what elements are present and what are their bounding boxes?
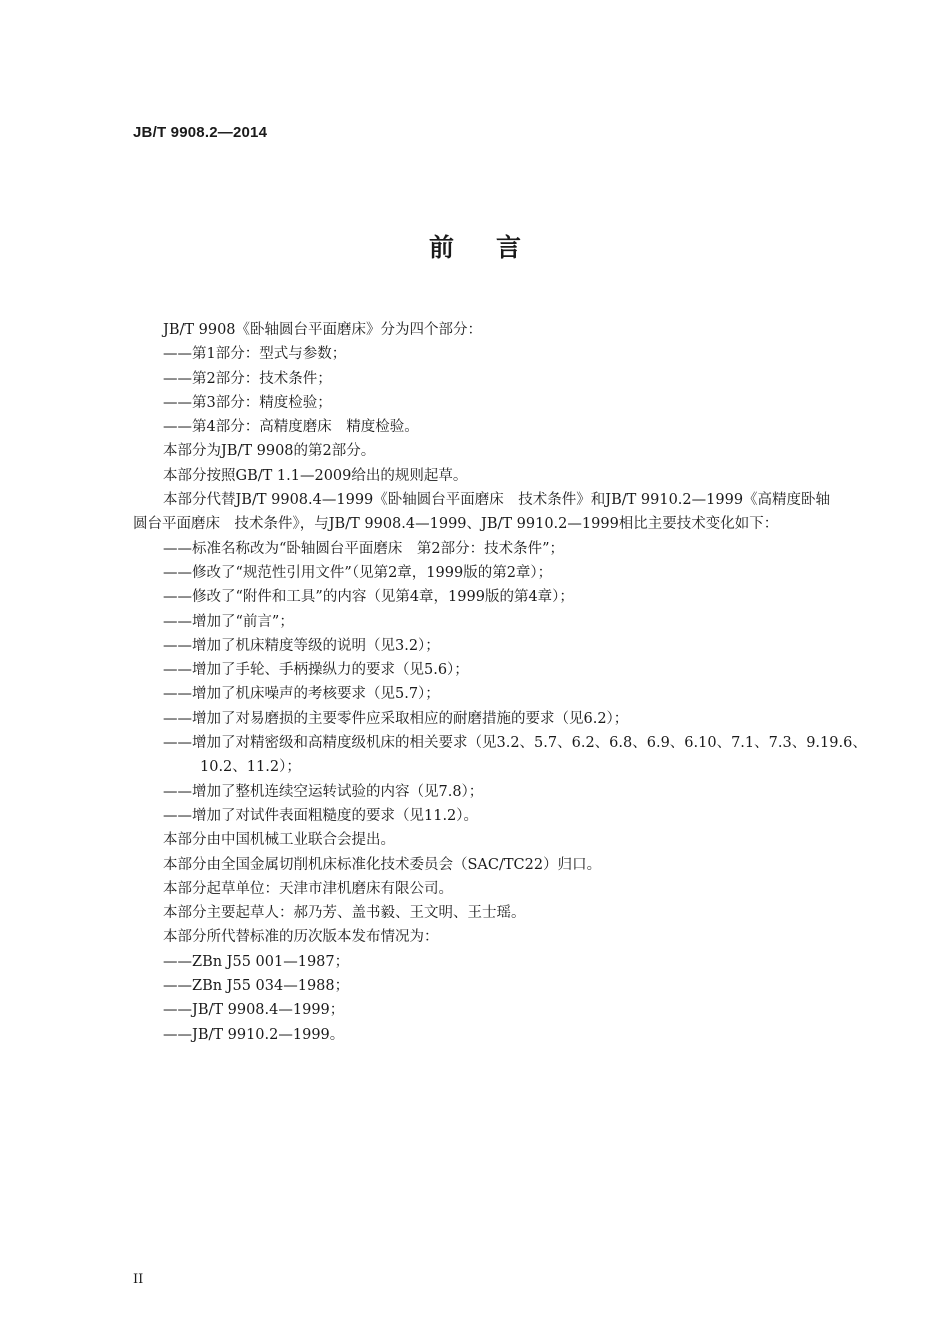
list-item-change-9-continued: 10.2、11.2）；	[200, 759, 301, 776]
list-item-part-1: ——第1部分：型式与参数；	[163, 346, 347, 363]
replaces-paragraph-line-2: 圆台平面磨床 技术条件》，与JB/T 9908.4—1999、JB/T 9910.2—1999相比主要技术变化如下：	[133, 516, 779, 533]
list-item-part-4: ——第4部分：高精度磨床 精度检验。	[163, 419, 419, 436]
list-item-history-2: ——ZBn J55 034—1988；	[163, 978, 350, 995]
managed-by-paragraph: 本部分由全国金属切削机床标准化技术委员会（SAC/TC22）归口。	[163, 856, 602, 873]
replaces-paragraph-line-1: 本部分代替JB/T 9908.4—1999《卧轴圆台平面磨床 技术条件》和JB/T 9910.2—1999《高精度卧轴	[163, 492, 831, 509]
list-item-change-5: ——增加了机床精度等级的说明（见3.2）；	[163, 637, 440, 654]
list-item-change-7: ——增加了机床噪声的考核要求（见5.7）；	[163, 686, 440, 703]
list-item-change-2: ——修改了“规范性引用文件”（见第2章，1999版的第2章）；	[163, 564, 553, 581]
list-item-history-1: ——ZBn J55 001—1987；	[163, 953, 350, 970]
list-item-history-4: ——JB/T 9910.2—1999。	[163, 1026, 345, 1043]
standard-number: JB/T 9908.2—2014	[133, 124, 268, 141]
list-item-part-2: ——第2部分：技术条件；	[163, 370, 332, 387]
intro-paragraph: JB/T 9908《卧轴圆台平面磨床》分为四个部分：	[163, 322, 483, 338]
drafters-paragraph: 本部分主要起草人：郝乃芳、盖书毅、王文明、王士瑶。	[163, 905, 526, 922]
page-number: II	[133, 1272, 144, 1287]
list-item-part-3: ——第3部分：精度检验；	[163, 394, 332, 411]
list-item-change-3: ——修改了“附件和工具”的内容（见第4章，1999版的第4章）；	[163, 589, 574, 606]
list-item-change-6: ——增加了手轮、手柄操纵力的要求（见5.6）；	[163, 662, 469, 679]
foreword-body	[133, 318, 881, 1047]
drafting-rule-paragraph: 本部分按照GB/T 1.1—2009给出的规则起草。	[163, 467, 468, 484]
drafting-unit-paragraph: 本部分起草单位：天津市津机磨床有限公司。	[163, 880, 453, 897]
list-item-change-1: ——标准名称改为“卧轴圆台平面磨床 第2部分：技术条件”；	[163, 540, 565, 557]
proposed-by-paragraph: 本部分由中国机械工业联合会提出。	[163, 832, 395, 849]
list-item-change-11: ——增加了对试件表面粗糙度的要求（见11.2）。	[163, 807, 479, 824]
list-item-history-3: ——JB/T 9908.4—1999；	[163, 1002, 345, 1019]
page-title: 前言	[428, 233, 563, 262]
list-item-change-9: ——增加了对精密级和高精度级机床的相关要求（见3.2、5.7、6.2、6.8、6.9、6.10、7.1、7.3、9.19.6、	[163, 735, 867, 752]
this-part-paragraph: 本部分为JB/T 9908的第2部分。	[163, 443, 376, 460]
list-item-change-8: ——增加了对易磨损的主要零件应采取相应的耐磨措施的要求（见6.2）；	[163, 710, 629, 727]
list-item-change-4: ——增加了“前言”；	[163, 613, 294, 630]
history-intro-paragraph: 本部分所代替标准的历次版本发布情况为：	[163, 929, 439, 946]
list-item-change-10: ——增加了整机连续空运转试验的内容（见7.8）；	[163, 783, 484, 800]
